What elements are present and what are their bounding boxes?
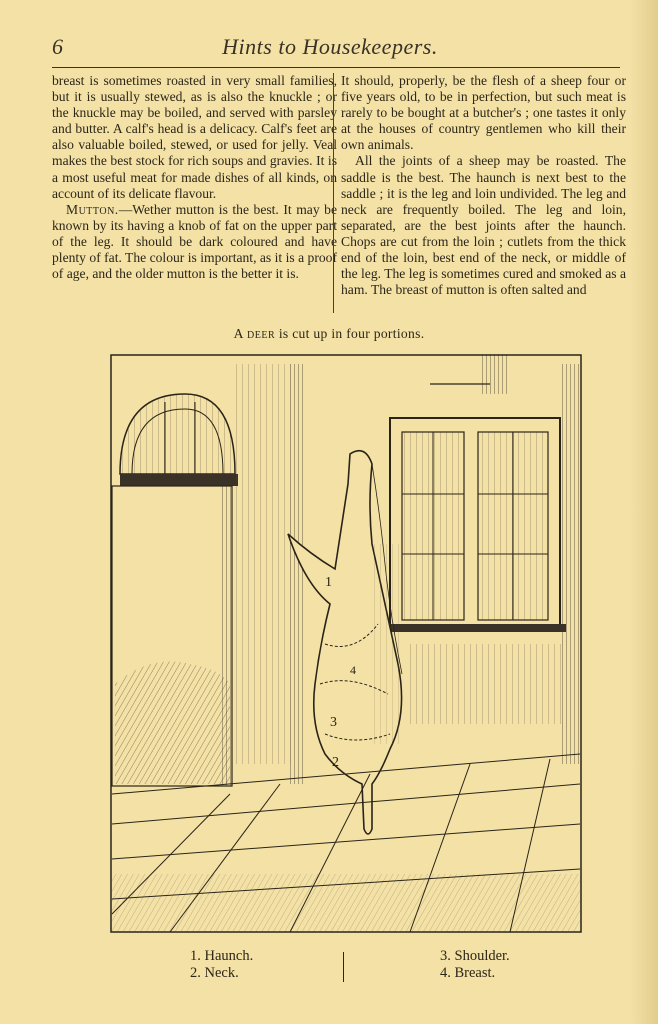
legend-item: 2. Neck. [190, 965, 239, 981]
legend-item: 4. Breast. [440, 965, 496, 981]
legend-right [440, 948, 510, 982]
mutton-heading: Mutton. [66, 201, 119, 217]
leaded-window [384, 418, 566, 632]
wall-ledge [410, 644, 570, 724]
label-haunch: 1 [325, 575, 332, 590]
deer-engraving [110, 354, 582, 934]
caption-lead: A deer [233, 326, 276, 341]
mutton-text: —Wether mutton is the best. It may be known by its having a knob of fat on the upper part of the leg. It should be dark coloured and have plenty of fat. The colour is important, as it is a proof of age, and the older mutton is the better it is. [52, 201, 337, 282]
ceiling-hook [430, 354, 510, 394]
left-paragraph: breast is sometimes roasted in very small families, but it is usually stewed, as is also the knuckle ; or the knuckle may be boiled, and served with parsley and butter. A calf's head is a delicacy. Calf's feet are also valuable boiled, stewed, or used for jelly. Veal makes the best stock for rich soups and gravies. It is a most useful meat for made dishes of all kinds, on account of its delicate flavour. [52, 73, 337, 201]
wall-pillar [288, 364, 306, 784]
page-edge-shadow [630, 0, 658, 1024]
legend-item: 1. Haunch. [190, 948, 254, 964]
figure-caption [0, 326, 658, 342]
caption-rest: is cut up in four portions. [275, 326, 425, 341]
legend-item: 3. Shoulder. [440, 948, 510, 964]
header-rule [52, 67, 620, 68]
doorway [112, 486, 234, 786]
right-paragraph-1: It should, properly, be the flesh of a sheep four or five years old, to be in perfection, but such meat is rarely to be bought at a butcher's ; one tastes it only at the houses of country gentlemen who kill their own animals. [341, 73, 626, 153]
label-shoulder: 3 [330, 715, 337, 730]
label-breast: 4 [350, 663, 356, 677]
engraving-svg [110, 354, 582, 934]
legend-divider [343, 952, 344, 982]
arched-window [120, 394, 238, 486]
left-column [52, 73, 337, 282]
legend-left [190, 948, 253, 982]
running-title: Hints to Housekeepers. [222, 34, 438, 59]
page-number: 6 [52, 34, 63, 59]
mutton-paragraph [52, 202, 337, 282]
right-column [341, 73, 626, 298]
column-divider [333, 73, 334, 313]
page-header [40, 30, 620, 64]
left-wall [235, 364, 295, 764]
label-neck: 2 [332, 755, 339, 770]
right-paragraph-2: All the joints of a sheep may be roasted. The saddle is the best. The haunch is next best to the saddle ; it is the leg and loin undivided. The leg and neck are frequently boiled. The leg and loin, separated, are the best joints after the haunch. Chops are cut from the loin ; cutlets from the thick end of the loin, best end of the neck, or middle of the leg. The leg is sometimes cured and smoked as a ham. The breast of mutton is often salted and [341, 153, 626, 298]
